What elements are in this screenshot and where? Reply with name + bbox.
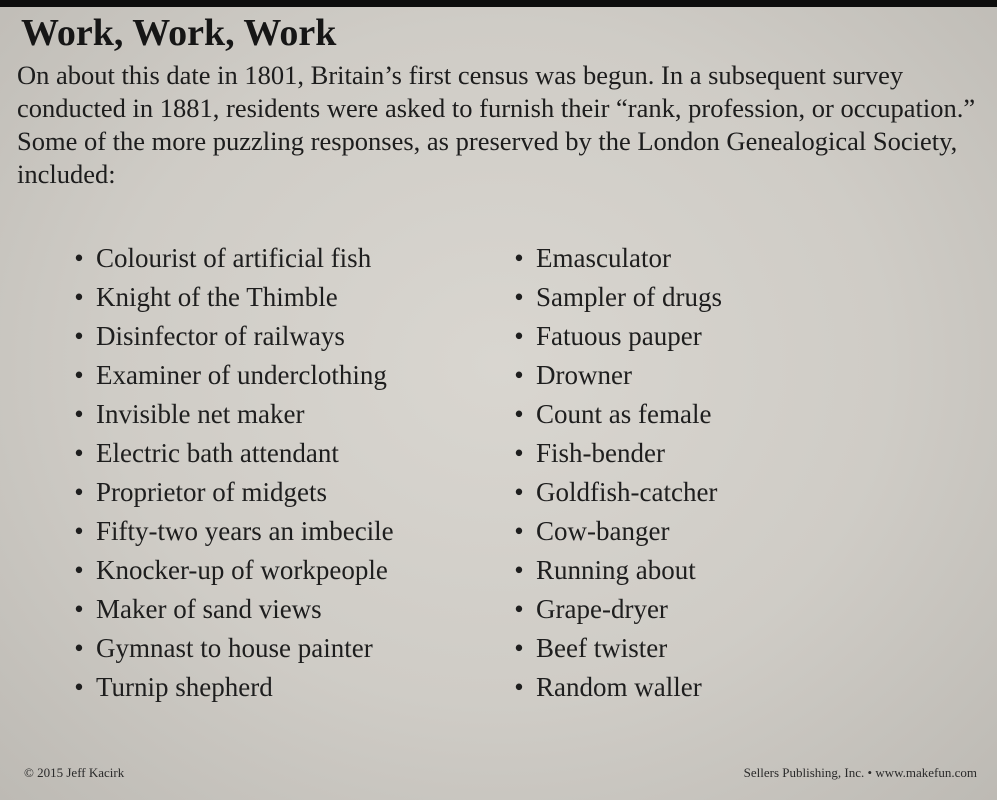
occupation-item (72, 590, 394, 629)
bullet-icon: • (514, 516, 524, 546)
occupation-item (512, 629, 722, 668)
occupation-label: Fifty-two years an imbecile (96, 516, 394, 546)
bullet-icon: • (74, 243, 84, 273)
bullet-icon: • (514, 360, 524, 390)
occupation-item (512, 395, 722, 434)
occupation-label: Beef twister (536, 633, 668, 663)
occupation-label: Count as female (536, 399, 712, 429)
occupation-list-right (512, 239, 722, 707)
occupation-item (512, 473, 722, 512)
calendar-page (0, 7, 997, 800)
occupation-label: Goldfish-catcher (536, 477, 718, 507)
occupation-item (512, 668, 722, 707)
occupation-label: Emasculator (536, 243, 671, 273)
occupation-label: Knight of the Thimble (96, 282, 338, 312)
occupation-label: Maker of sand views (96, 594, 322, 624)
bullet-icon: • (74, 633, 84, 663)
occupation-label: Grape-dryer (536, 594, 668, 624)
occupation-label: Running about (536, 555, 696, 585)
occupation-label: Proprietor of midgets (96, 477, 327, 507)
publisher-text: Sellers Publishing, Inc. • www.makefun.com (743, 765, 977, 780)
bullet-icon: • (74, 360, 84, 390)
occupation-item (512, 356, 722, 395)
intro-paragraph: On about this date in 1801, Britain’s first census was begun. In a subsequent survey conducted in 1881, residents were asked to furnish their “rank, profession, or occupation.” Some of the more puzzling responses, as preserved by the London Genealogical Society, included: (17, 60, 976, 189)
occupation-label: Gymnast to house painter (96, 633, 373, 663)
occupation-label: Random waller (536, 672, 702, 702)
occupation-item (512, 590, 722, 629)
occupation-list-left (72, 239, 394, 707)
occupation-item (512, 434, 722, 473)
occupation-item (512, 317, 722, 356)
occupation-item (512, 278, 722, 317)
occupation-item (72, 551, 394, 590)
occupation-label: Drowner (536, 360, 632, 390)
occupation-label: Knocker-up of workpeople (96, 555, 388, 585)
occupation-item (72, 395, 394, 434)
occupation-item (512, 512, 722, 551)
copyright-text: © 2015 Jeff Kacirk (24, 765, 125, 780)
bullet-icon: • (514, 555, 524, 585)
bullet-icon: • (74, 594, 84, 624)
occupation-item (72, 317, 394, 356)
occupation-label: Electric bath attendant (96, 438, 339, 468)
bullet-icon: • (514, 243, 524, 273)
occupation-item (72, 629, 394, 668)
occupation-label: Examiner of underclothing (96, 360, 387, 390)
occupation-label: Turnip shepherd (96, 672, 273, 702)
bullet-icon: • (514, 672, 524, 702)
occupation-label: Fatuous pauper (536, 321, 702, 351)
occupation-item (72, 278, 394, 317)
occupation-item (512, 239, 722, 278)
bullet-icon: • (514, 438, 524, 468)
occupation-item (72, 239, 394, 278)
bullet-icon: • (74, 477, 84, 507)
bullet-icon: • (514, 633, 524, 663)
bullet-icon: • (74, 516, 84, 546)
occupation-label: Fish-bender (536, 438, 665, 468)
bullet-icon: • (514, 321, 524, 351)
occupation-item (72, 473, 394, 512)
bullet-icon: • (74, 282, 84, 312)
occupation-item (72, 356, 394, 395)
occupation-label: Colourist of artificial fish (96, 243, 372, 273)
bullet-icon: • (74, 555, 84, 585)
bullet-icon: • (514, 594, 524, 624)
occupation-label: Invisible net maker (96, 399, 305, 429)
occupation-item (72, 668, 394, 707)
occupation-item (512, 551, 722, 590)
page-title: Work, Work, Work (21, 12, 337, 54)
bullet-icon: • (514, 282, 524, 312)
occupation-label: Sampler of drugs (536, 282, 722, 312)
bullet-icon: • (74, 321, 84, 351)
occupation-item (72, 512, 394, 551)
bullet-icon: • (74, 399, 84, 429)
bullet-icon: • (74, 438, 84, 468)
bullet-icon: • (514, 477, 524, 507)
occupation-label: Cow-banger (536, 516, 670, 546)
occupation-label: Disinfector of railways (96, 321, 345, 351)
bullet-icon: • (514, 399, 524, 429)
bullet-icon: • (74, 672, 84, 702)
occupation-item (72, 434, 394, 473)
